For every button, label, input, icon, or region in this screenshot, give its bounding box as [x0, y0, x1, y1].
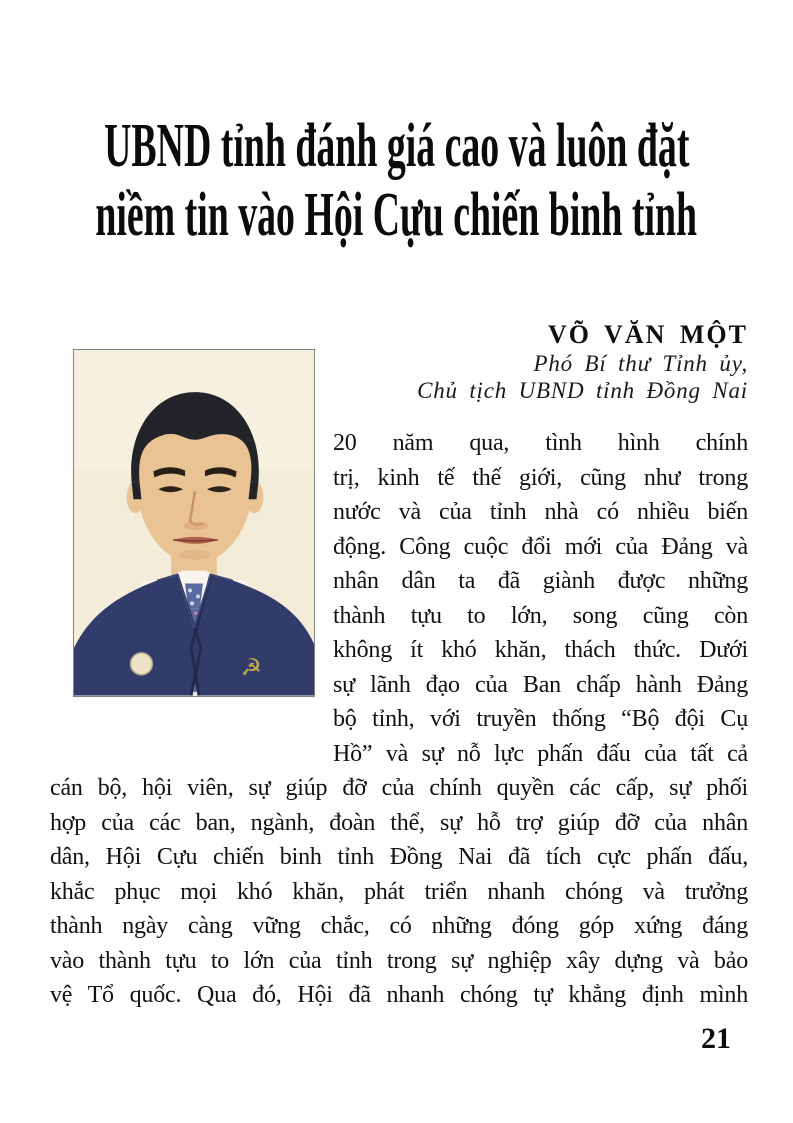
portrait-illustration [74, 350, 314, 696]
byline-role-1: Phó Bí thư Tỉnh ủy, [533, 351, 748, 376]
body-line: 20 năm qua, tình hình chính [333, 430, 748, 456]
body-line: sự lãnh đạo của Ban chấp hành Đảng [333, 671, 748, 698]
body-line: khắc phục mọi khó khăn, phát triển nhanh chóng và trưởng [50, 878, 748, 905]
body-line: bộ tỉnh, với truyền thống “Bộ đội Cụ [333, 706, 748, 732]
body-line: nhân dân ta đã giành được những [333, 568, 748, 594]
body-line: trị, kinh tế thế giới, cũng như trong [333, 464, 748, 491]
article-title [0, 112, 793, 252]
article-content [0, 320, 793, 1013]
portrait-photo [73, 349, 315, 697]
body-line: động. Công cuộc đổi mới của Đảng và [333, 533, 748, 560]
hammer-sickle-pin: ☭ [240, 653, 262, 682]
body-line: thành tựu to lớn, song cũng còn [333, 602, 748, 629]
article-title-line-1: UBND tỉnh đánh giá cao và luôn đặt [103, 112, 690, 180]
byline-author: VÕ VĂN MỘT [548, 320, 748, 349]
article-title-line-2: niềm tin vào Hội Cựu chiến binh tỉnh [95, 181, 698, 249]
body-line: vào thành tựu to lớn của tỉnh trong sự nghiệp xây dựng và bảo [50, 947, 748, 974]
body-line: vệ Tổ quốc. Qua đó, Hội đã nhanh chóng tự khẳng định mình [50, 982, 748, 1008]
body-line: nước và của tỉnh nhà có nhiều biến [333, 499, 748, 525]
byline-role-2: Chủ tịch UBND tỉnh Đồng Nai [417, 378, 748, 403]
body-line: thành ngày càng vững chắc, có những đóng góp xứng đáng [50, 913, 748, 939]
body-line: hợp của các ban, ngành, đoàn thể, sự hỗ trợ giúp đỡ của nhân [50, 809, 748, 836]
body-line: dân, Hội Cựu chiến binh tỉnh Đồng Nai đã tích cực phấn đấu, [50, 844, 748, 870]
body-line: cán bộ, hội viên, sự giúp đỡ của chính quyền các cấp, sự phối [50, 775, 748, 801]
body-line: không ít khó khăn, thách thức. Dưới [333, 637, 748, 663]
round-badge [131, 653, 153, 675]
body-line: Hồ” và sự nỗ lực phấn đấu của tất cả [333, 740, 748, 767]
page-number: 21 [701, 1022, 731, 1055]
